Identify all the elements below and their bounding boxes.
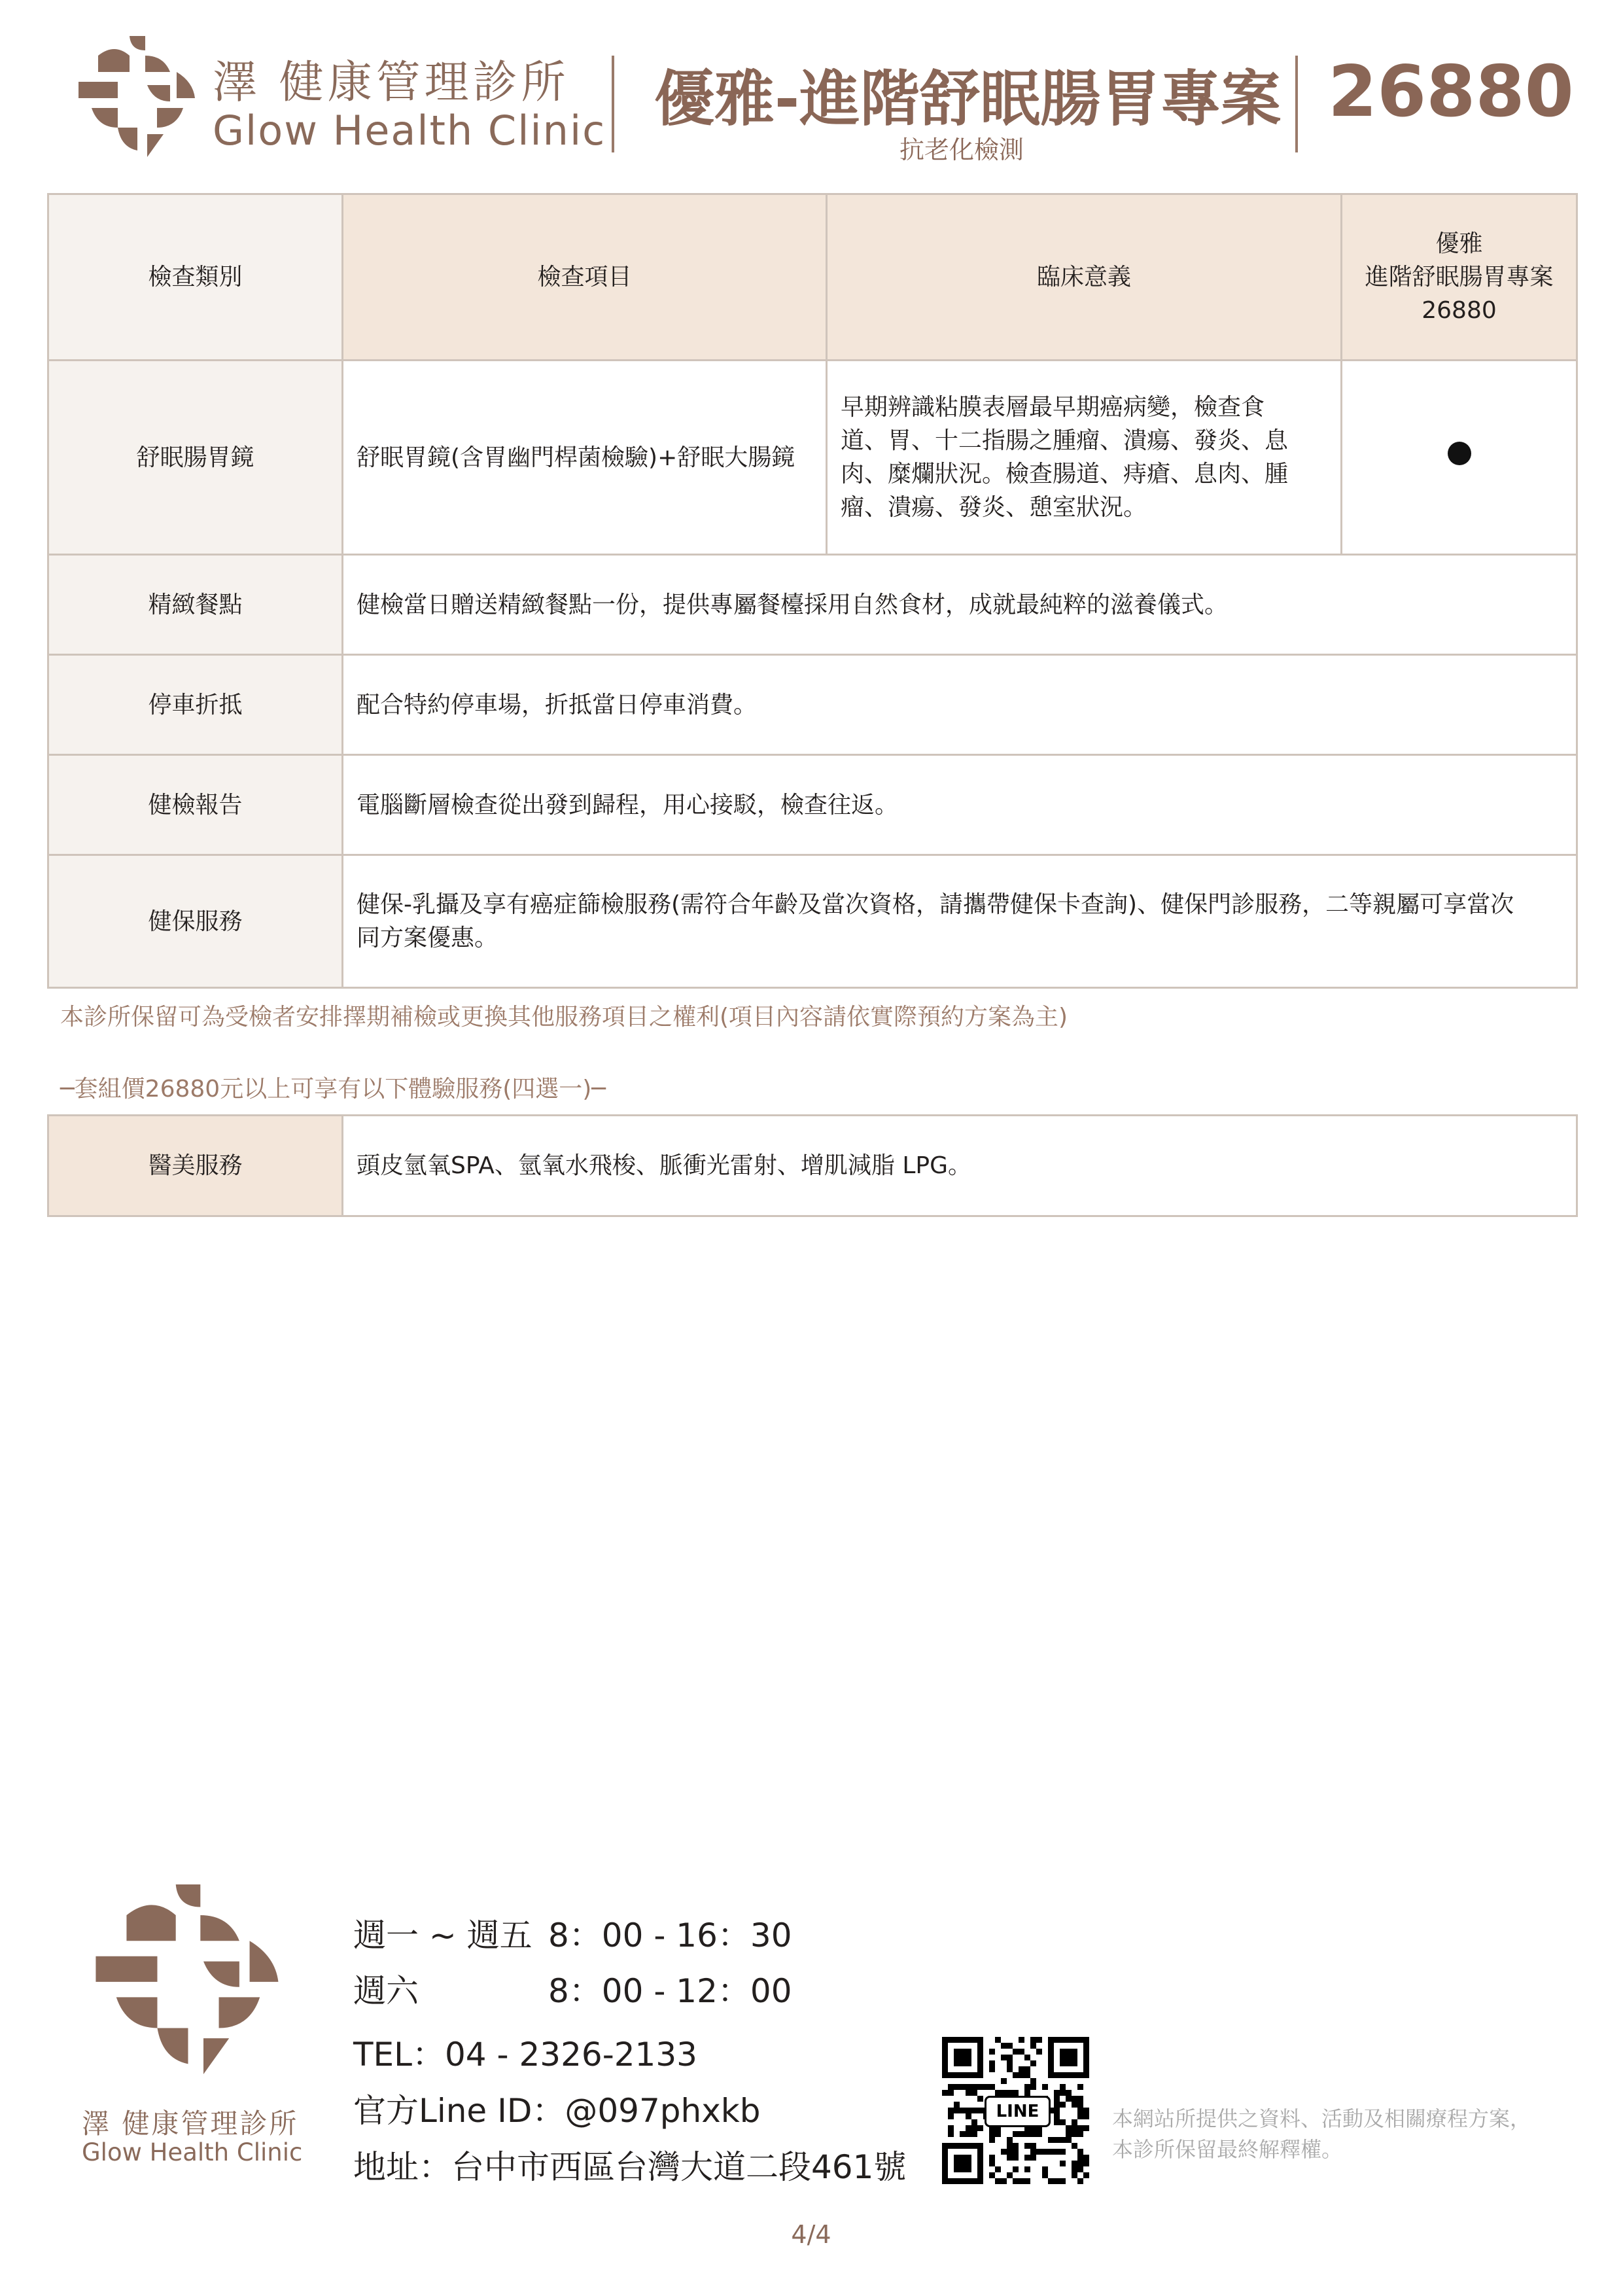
row-text: 配合特約停車場，折抵當日停車消費。 [343, 655, 1577, 755]
plan-title: 優雅-進階舒眠腸胃專案 [654, 64, 1282, 134]
brand-name-cn: 澤 健康管理診所 [213, 57, 570, 109]
bonus-text: 頭皮氫氧SPA、氫氧水飛梭、脈衝光雷射、增肌減脂 LPG。 [343, 1116, 1577, 1216]
header-plan-line: 優雅 [1435, 230, 1483, 257]
table-row [48, 755, 1577, 855]
disclaimer-line: 本網站所提供之資料、活動及相關療程方案， [1112, 2106, 1531, 2131]
table-row [48, 361, 1577, 555]
brand-name-en: Glow Health Clinic [213, 107, 606, 154]
bonus-heading: ─套組價26880元以上可享有以下體驗服務(四選一)─ [60, 1076, 606, 1103]
disclaimer-line: 本診所保留最終解釋權。 [1112, 2137, 1343, 2162]
saturday-hours: 8：00 - 12：00 [548, 1972, 792, 2010]
row-category: 健保服務 [48, 855, 343, 988]
header-divider [612, 56, 614, 152]
tel: TEL：04 - 2326-2133 [353, 2036, 697, 2074]
footer-brand-en: Glow Health Clinic [82, 2138, 303, 2166]
header-divider [1295, 56, 1298, 152]
row-text: 健檢當日贈送精緻餐點一份，提供專屬餐檯採用自然食材，成就最純粹的滋養儀式。 [343, 555, 1577, 655]
bonus-table [47, 1114, 1578, 1217]
table-row [48, 655, 1577, 755]
row-text: 電腦斷層檢查從出發到歸程，用心接駁，檢查往返。 [343, 755, 1577, 855]
table-row [48, 555, 1577, 655]
meaning-line: 瘤、潰瘍、發炎、憩室狀況。 [841, 494, 1147, 521]
header-item: 檢查項目 [343, 194, 827, 361]
qr-line-badge: LINE [985, 2096, 1051, 2127]
row-text-line: 健保-乳攝及享有癌症篩檢服務(需符合年齡及當次資格，請攜帶健保卡查詢)、健保門診服務，二等親屬可享當次 [357, 891, 1514, 918]
weekday-hours: 8：00 - 16：30 [548, 1916, 792, 1954]
table-row [48, 855, 1577, 988]
meaning-line: 早期辨識粘膜表層最早期癌病變，檢查食 [841, 394, 1265, 421]
plan-subtitle: 抗老化檢測 [899, 135, 1024, 164]
row-text [343, 855, 1577, 988]
footer-brand-cn: 澤 健康管理診所 [82, 2108, 299, 2140]
header-plan-line: 26880 [1422, 297, 1497, 324]
saturday-label: 週六 [353, 1972, 419, 2010]
row-item: 舒眠胃鏡(含胃幽門桿菌檢驗)+舒眠大腸鏡 [343, 361, 827, 555]
row-category: 停車折抵 [48, 655, 343, 755]
bonus-category: 醫美服務 [48, 1116, 343, 1216]
footer-logo-icon [95, 1884, 281, 2074]
header-plan-line: 進階舒眠腸胃專案 [1365, 264, 1554, 291]
meaning-line: 肉、糜爛狀況。檢查腸道、痔瘡、息肉、腫 [841, 461, 1289, 487]
header-plan [1342, 194, 1577, 361]
plan-price: 26880 [1328, 51, 1574, 133]
line-id: 官方Line ID：@097phxkb [353, 2092, 761, 2130]
exam-table [47, 193, 1578, 989]
row-category: 舒眠腸胃鏡 [48, 361, 343, 555]
header-meaning: 臨床意義 [827, 194, 1342, 361]
meaning-line: 道、胃、十二指腸之腫瘤、潰瘍、發炎、息 [841, 427, 1289, 454]
page-number: 4/4 [791, 2220, 831, 2249]
table-header-row [48, 194, 1577, 361]
included-dot-icon [1448, 442, 1471, 465]
row-category: 精緻餐點 [48, 555, 343, 655]
header-category: 檢查類別 [48, 194, 343, 361]
address: 地址：台中市西區台灣大道二段461號 [353, 2148, 907, 2186]
row-text-line: 同方案優惠。 [357, 925, 498, 951]
weekday-label: 週一 ~ 週五 [353, 1916, 532, 1954]
reserve-note: 本診所保留可為受檢者安排擇期補檢或更換其他服務項目之權利(項目內容請依實際預約方案為主) [60, 1004, 1068, 1031]
row-category: 健檢報告 [48, 755, 343, 855]
row-included [1342, 361, 1577, 555]
table-row [48, 1116, 1577, 1216]
row-meaning [827, 361, 1342, 555]
clinic-logo-icon [79, 36, 196, 157]
